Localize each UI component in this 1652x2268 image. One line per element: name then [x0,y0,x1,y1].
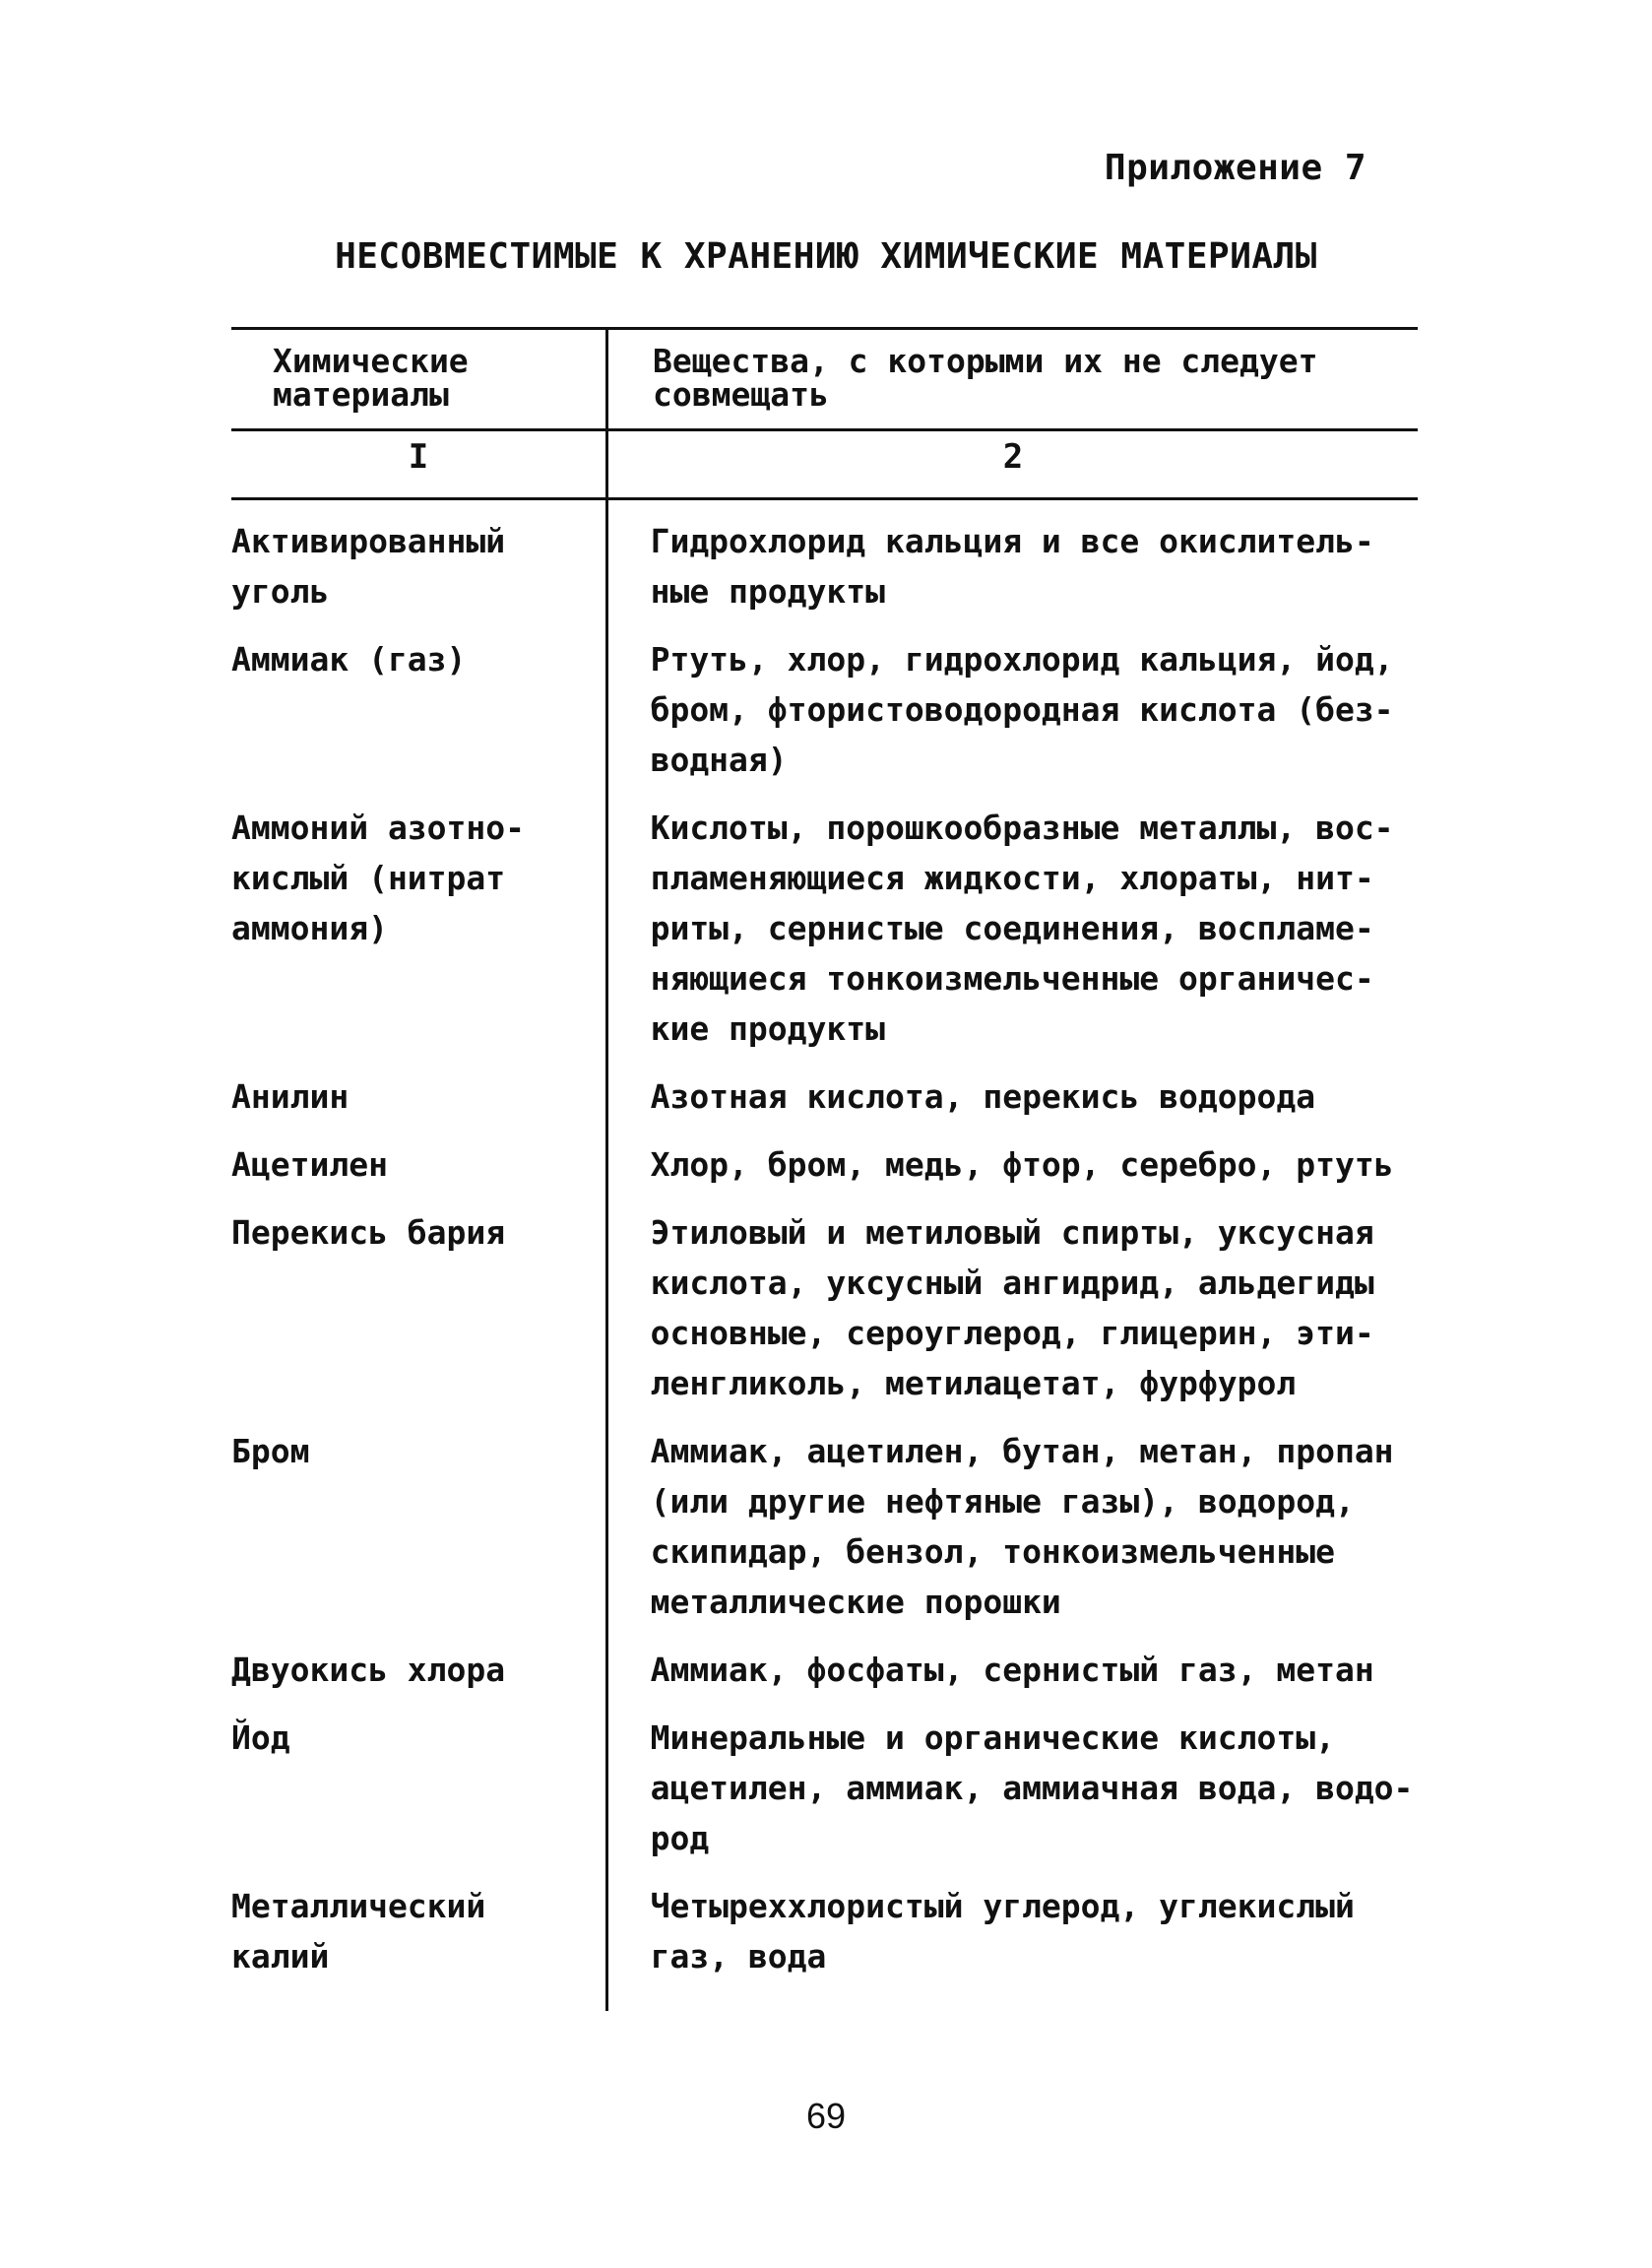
incompatible-cell: Четыреххлористый углерод, углекислый газ, вода [650,1887,1355,1976]
table-row [231,1196,1418,1414]
material-cell: Ацетилен [231,1145,388,1184]
table-row [231,504,1418,622]
incompatible-cell: Кислоты, порошкообразные металлы, вос- пламеняющиеся жидкости, хлораты, нит- риты, сернистые соединения, воспламе- няющиеся тонкоизмельченные органичес- кие продукты [650,809,1394,1048]
incompatible-cell: Минеральные и органические кислоты, ацетилен, аммиак, аммиачная вода, водо- род [650,1718,1414,1857]
material-cell: Бром [231,1432,310,1470]
page-number: 69 [805,2096,847,2136]
table-row [231,1701,1418,1869]
incompatible-cell: Этиловый и метиловый спирты, уксусная кислота, уксусный ангидрид, альдегиды основные, сероуглерод, глицерин, эти- ленгликоль, метилацетат, фурфурол [650,1213,1374,1402]
table-row [231,1633,1418,1701]
incompatible-cell: Азотная кислота, перекись водорода [650,1077,1316,1116]
incompatible-cell: Аммиак, ацетилен, бутан, метан, пропан (или другие нефтяные газы), водород, скипидар, бензол, тонкоизмельченные металлические порошки [650,1432,1394,1621]
material-cell: Аммоний азотно- кислый (нитрат аммония) [231,809,526,947]
table-row [231,791,1418,1060]
incompatible-cell: Ртуть, хлор, гидрохлорид кальция, йод, бром, фтористоводородная кислота (без- водная) [650,640,1394,779]
header-bottom-rule [231,428,1418,431]
material-cell: Перекись бария [231,1213,506,1252]
header-incompatible-substances: Вещества, с которыми их не следует совмещать [653,342,1318,414]
incompatible-cell: Гидрохлорид кальция и все окислитель- ные продукты [650,522,1374,611]
table-row [231,622,1418,791]
appendix-label: Приложение 7 [1104,148,1366,188]
table-row [231,1414,1418,1633]
table-top-rule [231,327,1418,330]
page-title: НЕСОВМЕСТИМЫЕ К ХРАНЕНИЮ ХИМИЧЕСКИЕ МАТЕРИАЛЫ [335,236,1317,277]
incompatible-cell: Аммиак, фосфаты, сернистый газ, метан [650,1651,1374,1689]
table-row [231,1869,1418,1987]
material-cell: Анилин [231,1077,349,1116]
incompatible-cell: Хлор, бром, медь, фтор, серебро, ртуть [650,1145,1394,1184]
column-number-2: 2 [1002,437,1024,477]
table-body [231,504,1418,1987]
table-row [231,1128,1418,1196]
column-number-1: I [408,437,429,477]
material-cell: Двуокись хлора [231,1651,506,1689]
material-cell: Аммиак (газ) [231,640,467,679]
material-cell: Йод [231,1718,290,1757]
table-row [231,1060,1418,1128]
header-materials: Химические материалы [273,342,469,414]
column-number-rule [231,497,1418,500]
material-cell: Металлический калий [231,1887,486,1976]
material-cell: Активированный уголь [231,522,506,611]
